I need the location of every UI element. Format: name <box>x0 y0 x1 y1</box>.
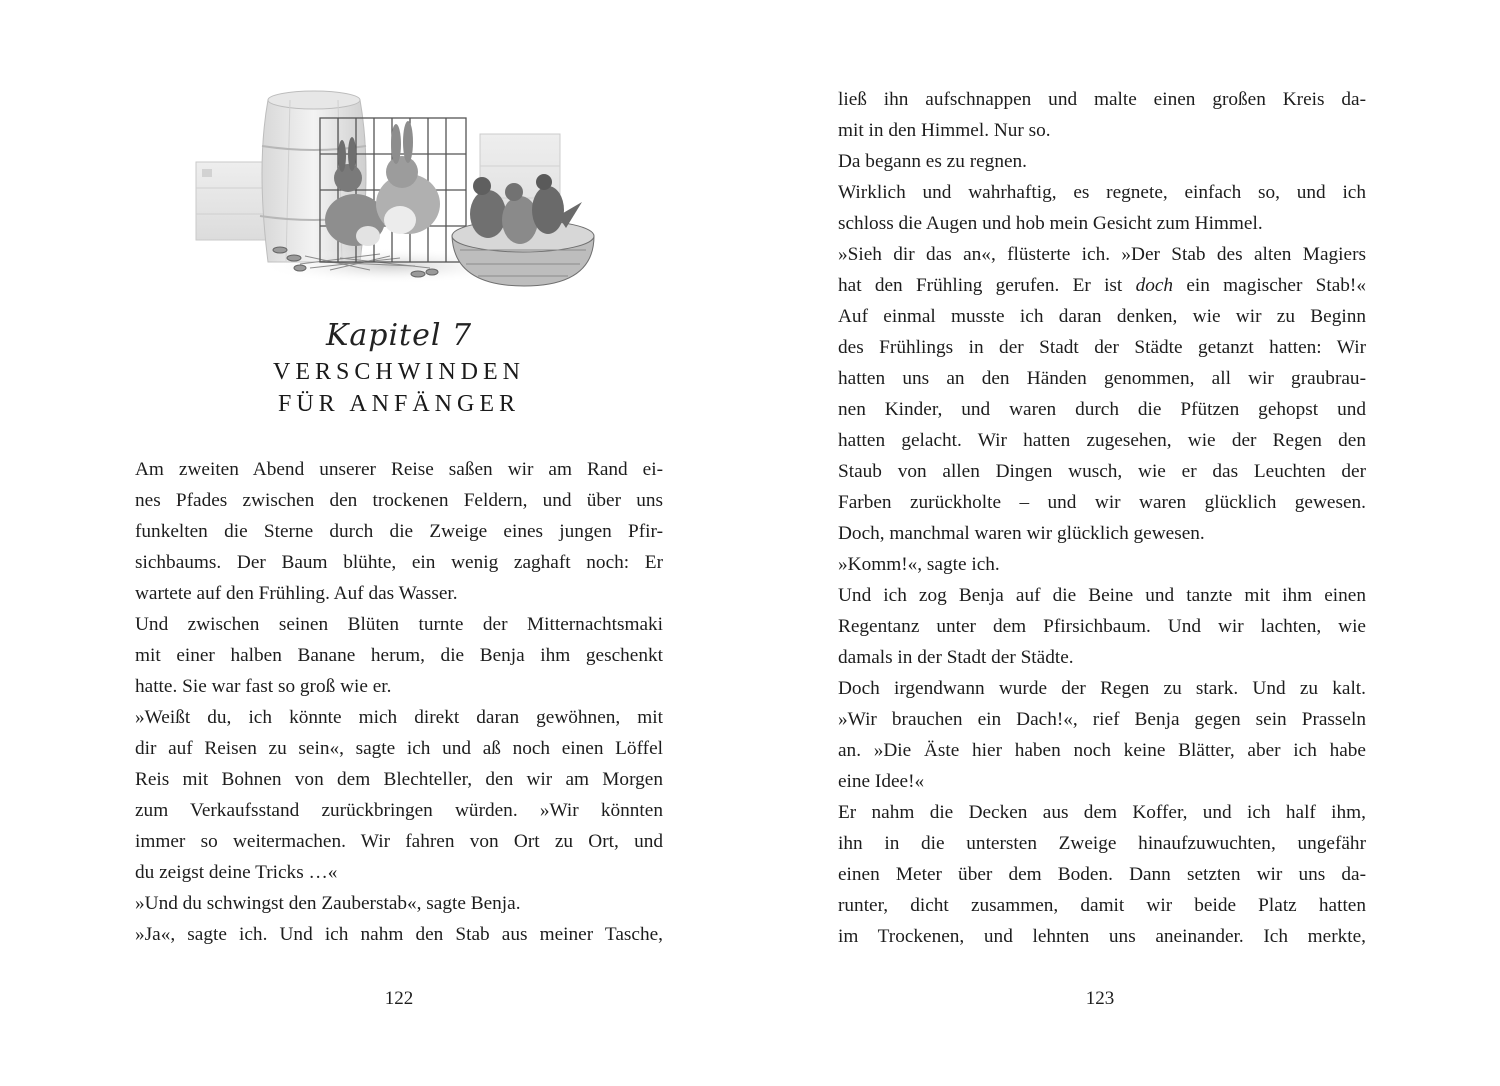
text-segment: hat den Frühling gerufen. Er ist <box>838 275 1136 296</box>
text-line: sichbaums. Der Baum blühte, ein wenig zaghaft noch: Er <box>135 552 663 573</box>
chapter-title-line-2: FÜR ANFÄNGER <box>277 391 521 417</box>
text-line: Wirklich und wahrhaftig, es regnete, einfach so, und ich <box>838 182 1366 203</box>
text-line: dir auf Reisen zu sein«, sagte ich und aß noch einen Löffel <box>135 738 663 759</box>
right-page <box>750 0 1500 1086</box>
text-line: »Sieh dir das an«, flüsterte ich. »Der Stab des alten Magiers <box>838 244 1366 265</box>
chapter-illustration <box>190 86 600 292</box>
text-segment: ein magischer Stab!« <box>1173 275 1366 296</box>
text-line <box>838 270 1366 301</box>
text-line: hatten gelacht. Wir hatten zugesehen, wie der Regen den <box>838 430 1366 451</box>
text-line: Am zweiten Abend unserer Reise saßen wir am Rand ei- <box>135 459 663 480</box>
text-line: du zeigst deine Tricks …« <box>135 862 338 883</box>
chapter-heading <box>135 316 663 420</box>
text-line: »Und du schwingst den Zauberstab«, sagte Benja. <box>135 893 521 914</box>
text-line: ließ ihn aufschnappen und malte einen großen Kreis da- <box>838 89 1366 110</box>
text-line: »Ja«, sagte ich. Und ich nahm den Stab aus meiner Tasche, <box>135 924 663 945</box>
text-line: damals in der Stadt der Städte. <box>838 647 1074 668</box>
text-line: Doch irgendwann wurde der Regen zu stark. Und zu kalt. <box>838 678 1366 699</box>
text-line: Farben zurückholte – und wir waren glücklich gewesen. <box>838 492 1366 513</box>
text-line: schloss die Augen und hob mein Gesicht zum Himmel. <box>838 213 1263 234</box>
text-line: Er nahm die Decken aus dem Koffer, und ich half ihm, <box>838 802 1366 823</box>
text-line: »Weißt du, ich könnte mich direkt daran gewöhnen, mit <box>135 707 663 728</box>
page-number-left: 122 <box>384 988 414 1009</box>
emphasis-word: doch <box>1135 275 1174 296</box>
text-line: im Trockenen, und lehnten uns aneinander. Ich merkte, <box>838 926 1366 947</box>
text-line: wartete auf den Frühling. Auf das Wasser. <box>135 583 458 604</box>
text-line: immer so weitermachen. Wir fahren von Ort zu Ort, und <box>135 831 663 852</box>
chapter-title-line-1: VERSCHWINDEN <box>273 359 525 385</box>
right-body-text <box>838 84 1366 952</box>
text-line: nes Pfades zwischen den trockenen Feldern, und über uns <box>135 490 663 511</box>
rabbit-right <box>376 121 440 234</box>
text-line: runter, dicht zusammen, damit wir beide Platz hatten <box>838 895 1366 916</box>
left-body-text <box>135 454 663 950</box>
text-line: Reis mit Bohnen von dem Blechteller, den wir am Morgen <box>135 769 663 790</box>
text-line: funkelten die Sterne durch die Zweige eines jungen Pfir- <box>135 521 663 542</box>
text-line: Doch, manchmal waren wir glücklich gewesen. <box>838 523 1205 544</box>
text-line: Und zwischen seinen Blüten turnte der Mitternachtsmaki <box>135 614 663 635</box>
text-line: Auf einmal musste ich daran denken, wie wir zu Beginn <box>838 306 1366 327</box>
text-line: Da begann es zu regnen. <box>838 151 1027 172</box>
text-line: eine Idee!« <box>838 771 925 792</box>
text-line: des Frühlings in der Stadt der Städte getanzt hatten: Wir <box>838 337 1366 358</box>
text-line: mit in den Himmel. Nur so. <box>838 120 1051 141</box>
text-line: Und ich zog Benja auf die Beine und tanzte mit ihm einen <box>838 585 1366 606</box>
text-line: einen Meter über dem Boden. Dann setzten wir uns da- <box>838 864 1366 885</box>
text-line: an. »Die Äste hier haben noch keine Blätter, aber ich habe <box>838 740 1366 761</box>
text-line: nen Kinder, und waren durch die Pfützen gehopst und <box>838 399 1366 420</box>
text-line: ihn in die untersten Zweige hinaufzuwuchten, ungefähr <box>838 833 1366 854</box>
text-line: Staub von allen Dingen wusch, wie er das Leuchten der <box>838 461 1366 482</box>
chapter-number: Kapitel 7 <box>325 318 473 353</box>
text-line: mit einer halben Banane herum, die Benja ihm geschenkt <box>135 645 663 666</box>
text-line: hatte. Sie war fast so groß wie er. <box>135 676 392 697</box>
text-line: »Komm!«, sagte ich. <box>838 554 1000 575</box>
text-line: hatten uns an den Händen genommen, all wir graubrau- <box>838 368 1366 389</box>
text-line: »Wir brauchen ein Dach!«, rief Benja gegen sein Prasseln <box>838 709 1366 730</box>
text-line: Regentanz unter dem Pfirsichbaum. Und wir lachten, wie <box>838 616 1366 637</box>
text-line: zum Verkaufsstand zurückbringen würden. »Wir könnten <box>135 800 663 821</box>
page-number-right: 123 <box>1085 988 1115 1009</box>
